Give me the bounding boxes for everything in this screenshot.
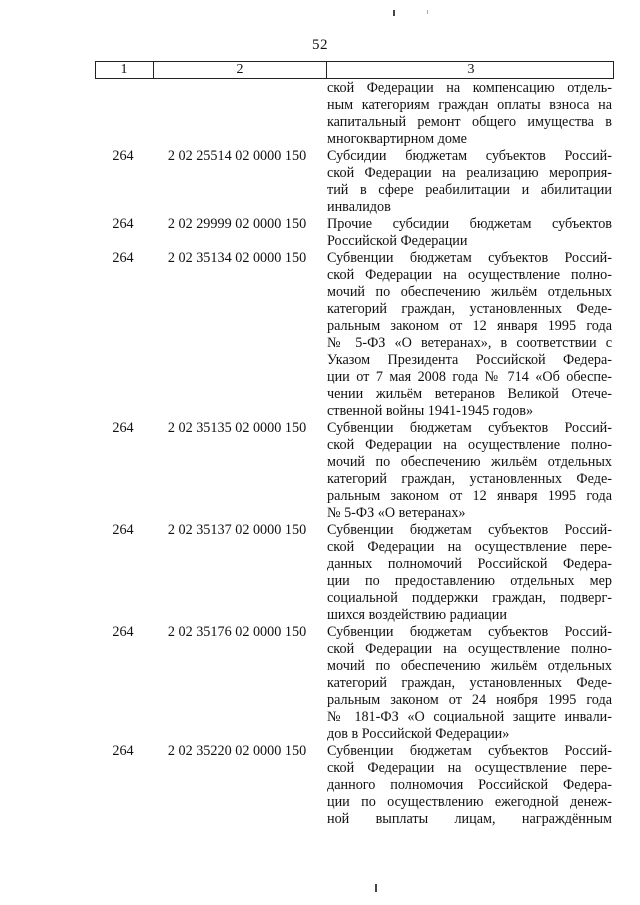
description-line: ральным законом от 12 января 1995 года	[327, 318, 612, 334]
page-number: 52	[312, 37, 328, 53]
header-col-3: 3	[326, 62, 615, 78]
description-line: ской Федерации на осуществление полно-	[327, 641, 612, 657]
description-cell	[325, 743, 612, 828]
header-col-2: 2	[153, 62, 326, 78]
description-line: ции от 7 мая 2008 года № 714 «Об обеспе-	[327, 369, 612, 385]
description-line: Российской Федерации	[327, 233, 468, 249]
scan-mark	[427, 10, 428, 14]
table-header	[95, 61, 614, 79]
description-cell	[325, 148, 612, 216]
description-cell	[325, 250, 612, 420]
table-row	[95, 216, 614, 250]
budget-code-cell: 2 02 35134 02 0000 150	[167, 250, 307, 266]
admin-code-cell: 264	[112, 522, 134, 538]
table-row	[95, 420, 614, 522]
description-line: социальной поддержки граждан, подверг-	[327, 590, 612, 606]
description-line: мочий по обеспечению жильём отдельных	[327, 454, 612, 470]
description-line: категорий граждан, установленных Феде-	[327, 471, 612, 487]
description-cell	[325, 420, 612, 522]
description-line: мочий по обеспечению жильём отдельных	[327, 658, 612, 674]
description-line: № 5-ФЗ «О ветеранах», в соответствии с	[327, 335, 612, 351]
description-line: капитальный ремонт общего имущества в	[327, 114, 612, 130]
description-line: Субвенции бюджетам субъектов Россий-	[327, 522, 612, 538]
description-line: Субвенции бюджетам субъектов Россий-	[327, 250, 612, 266]
budget-code-cell: 2 02 35220 02 0000 150	[167, 743, 307, 759]
admin-code-cell: 264	[112, 420, 134, 436]
description-cell	[325, 80, 612, 148]
description-line: ской Федерации на реализацию мероприя-	[327, 165, 612, 181]
description-line: Прочие субсидии бюджетам субъектов	[327, 216, 612, 232]
description-line: Субвенции бюджетам субъектов Россий-	[327, 743, 612, 759]
description-line: многоквартирном доме	[327, 131, 467, 147]
description-line: дов в Российской Федерации»	[327, 726, 510, 742]
description-cell	[325, 522, 612, 624]
admin-code-cell: 264	[112, 148, 134, 164]
budget-code-cell: 2 02 35176 02 0000 150	[167, 624, 307, 640]
description-line: ской Федерации на осуществление полно-	[327, 437, 612, 453]
description-line: ной выплаты лицам, награждённым	[327, 811, 612, 827]
budget-code-cell: 2 02 29999 02 0000 150	[167, 216, 307, 232]
budget-code-cell: 2 02 35135 02 0000 150	[167, 420, 307, 436]
description-line: ской Федерации на компенсацию отдель-	[327, 80, 612, 96]
description-line: ции по осуществлению ежегодной денеж-	[327, 794, 612, 810]
description-line: категорий граждан, установленных Феде-	[327, 675, 612, 691]
table-row	[95, 148, 614, 216]
description-line: тий в сфере реабилитации и абилитации	[327, 182, 612, 198]
description-line: ральным законом от 24 ноября 1995 года	[327, 692, 612, 708]
budget-code-cell: 2 02 25514 02 0000 150	[167, 148, 307, 164]
table-row	[95, 522, 614, 624]
admin-code-cell: 264	[112, 743, 134, 759]
description-line: мочий по обеспечению жильём отдельных	[327, 284, 612, 300]
description-line: шихся воздействию радиации	[327, 607, 507, 623]
description-line: инвалидов	[327, 199, 391, 215]
admin-code-cell: 264	[112, 250, 134, 266]
description-line: № 181-ФЗ «О социальной защите инвали-	[327, 709, 612, 725]
description-line: данного полномочия Российской Федера-	[327, 777, 612, 793]
description-line: Указом Президента Российской Федера-	[327, 352, 612, 368]
description-line: данных полномочий Российской Федера-	[327, 556, 612, 572]
admin-code-cell: 264	[112, 624, 134, 640]
description-line: Субвенции бюджетам субъектов Россий-	[327, 420, 612, 436]
description-line: Субвенции бюджетам субъектов Россий-	[327, 624, 612, 640]
header-col-1: 1	[120, 62, 128, 77]
admin-code-cell: 264	[112, 216, 134, 232]
description-line: ской Федерации на осуществление пере-	[327, 539, 612, 555]
table-body	[95, 80, 614, 828]
description-line: чении жильём ветеранов Великой Отече-	[327, 386, 612, 402]
table-row-continuation	[95, 80, 614, 148]
description-line: № 5-ФЗ «О ветеранах»	[327, 505, 466, 521]
table-row	[95, 250, 614, 420]
scan-mark	[375, 884, 377, 892]
scan-mark	[393, 10, 395, 16]
description-line: ственной войны 1941-1945 годов»	[327, 403, 534, 419]
table-row	[95, 743, 614, 828]
table-row	[95, 624, 614, 743]
budget-code-cell: 2 02 35137 02 0000 150	[167, 522, 307, 538]
description-line: Субсидии бюджетам субъектов Россий-	[327, 148, 612, 164]
description-cell	[325, 216, 612, 250]
description-line: категорий граждан, установленных Феде-	[327, 301, 612, 317]
description-line: ным категориям граждан оплаты взноса на	[327, 97, 612, 113]
description-line: ции по предоставлению отдельных мер	[327, 573, 612, 589]
description-cell	[325, 624, 612, 743]
description-line: ральным законом от 12 января 1995 года	[327, 488, 612, 504]
description-line: ской Федерации на осуществление полно-	[327, 267, 612, 283]
description-line: ской Федерации на осуществление пере-	[327, 760, 612, 776]
